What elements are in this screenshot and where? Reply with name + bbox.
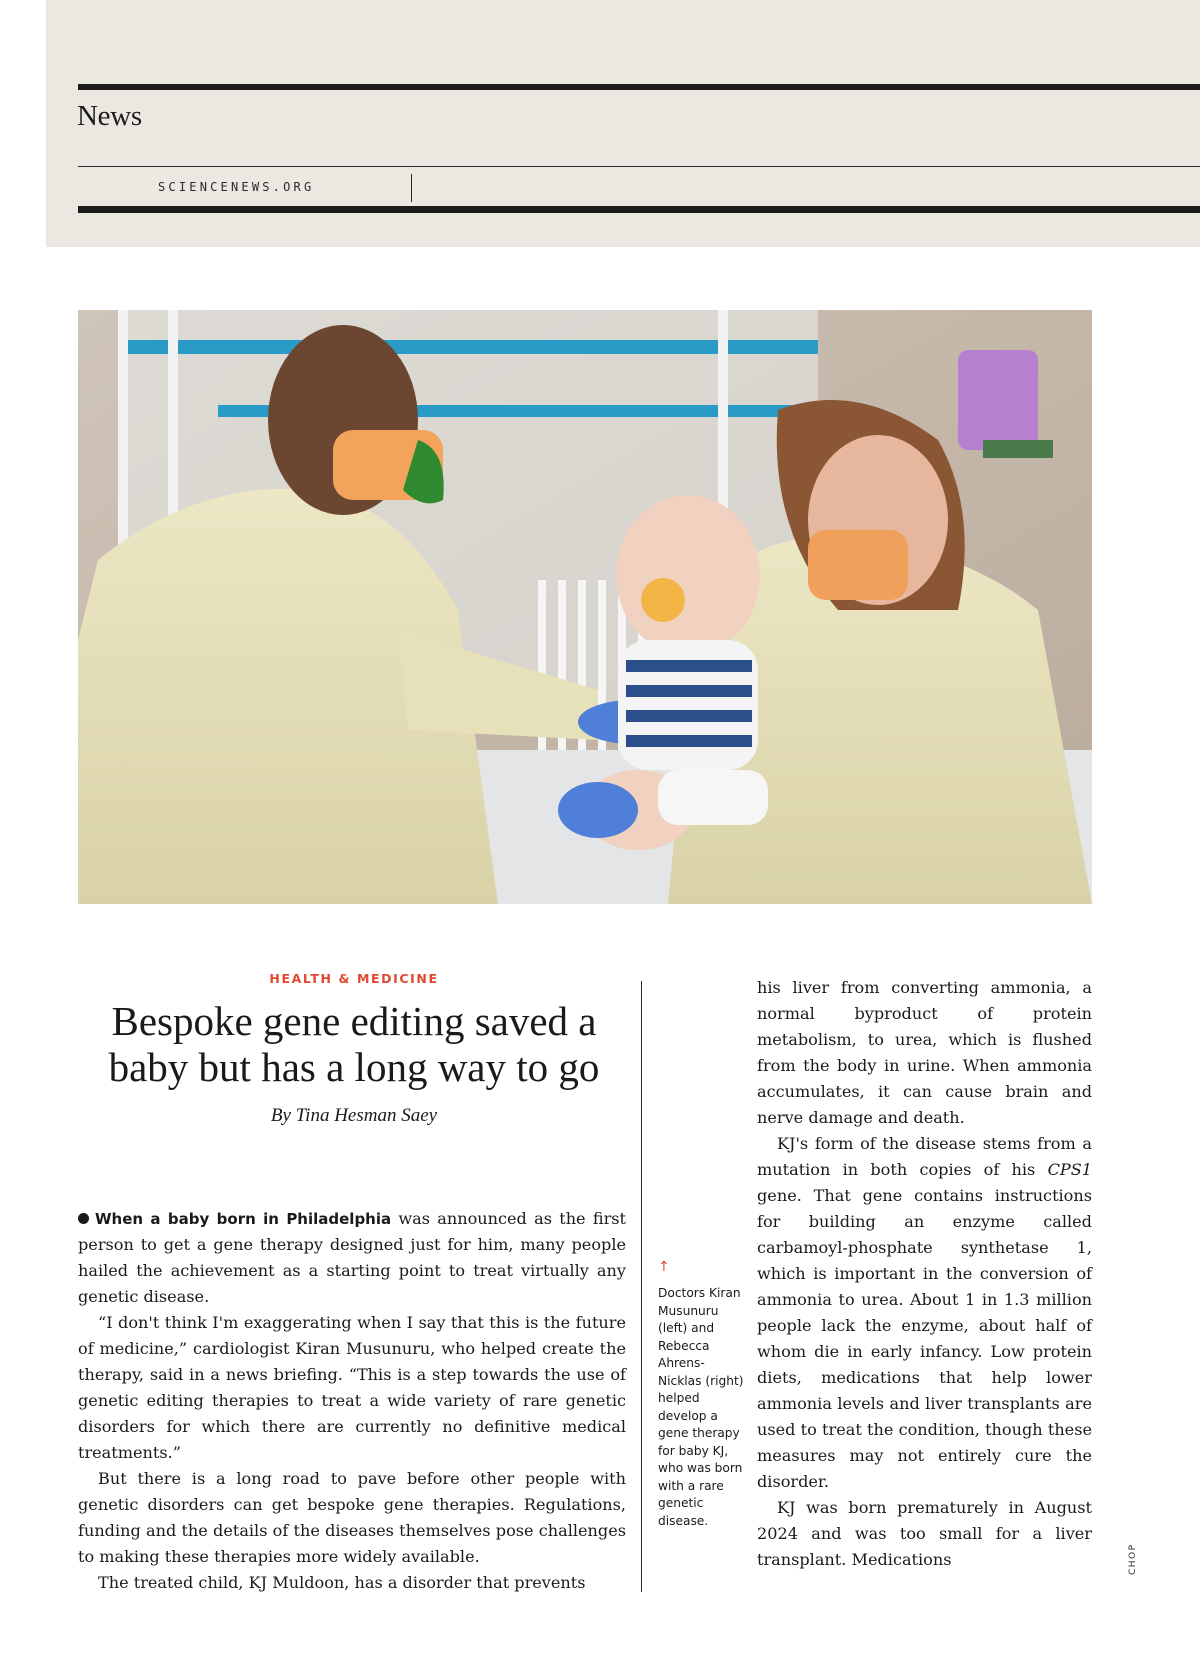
photo-credit: CHOP (1128, 1543, 1138, 1575)
lead-in: When a baby born in Philadelphia (95, 1210, 392, 1228)
article-photo (78, 310, 1092, 904)
paragraph-6-text-a: KJ's form of the disease stems from a mutation in both copies of his (757, 1134, 1092, 1179)
paragraph-6-text-b: gene. That gene contains instructions for building an enzyme called carbamoyl-phosphate synthetase 1, which is important in the conversion of ammonia to urea. About 1 in 1.3 million people lack the enzyme, about half of whom die in early infancy. Low protein diets, medications that help lower ammonia levels and liver transplants are used to treat the condition, though these measures may not entirely cure the disorder. (757, 1186, 1092, 1491)
header-rule-bottom (78, 206, 1200, 213)
photo-doctors-with-baby-icon (78, 310, 1092, 904)
arrow-up-icon: ↑ (658, 1259, 670, 1275)
paragraph-4: The treated child, KJ Muldoon, has a disorder that prevents (98, 1573, 586, 1592)
site-url[interactable]: SCIENCENEWS.ORG (158, 180, 315, 194)
header-rule-top (78, 84, 1200, 90)
headline (78, 998, 630, 1090)
paragraph-3: But there is a long road to pave before other people with genetic disorders can get bespoke gene therapies. Regulations, funding and the details of the diseases themselves pose challenges to making these therapies more widely available. (78, 1469, 626, 1566)
column-divider (641, 981, 642, 1592)
section-title[interactable]: News (77, 100, 142, 132)
paragraph-1-text: was announced as the first person to get a gene therapy designed just for him, many people hailed the achievement as a starting point to treat virtually any genetic disease. (78, 1209, 626, 1306)
paragraph-6 (757, 1131, 1092, 1495)
header-rule-thin (78, 166, 1200, 167)
photo-caption: Doctors Kiran Musunuru (left) and Rebecca Ahrens-Nicklas (right) helped develop a gene therapy for baby KJ, who was born with a rare genetic disease. (658, 1286, 744, 1528)
body-column-1 (78, 1206, 626, 1596)
byline: By Tina Hesman Saey (270, 1105, 438, 1126)
category-label[interactable]: HEALTH & MEDICINE (269, 971, 439, 986)
paragraph-2: “I don't think I'm exaggerating when I say that this is the future of medicine,” cardiologist Kiran Musunuru, who helped create the therapy, said in a news briefing. “This is a step towards the use of genetic editing therapies to treat a wide variety of rare genetic disorders for which there are currently no definitive medical treatments.” (78, 1313, 626, 1462)
header-divider (411, 174, 412, 202)
body-column-2 (757, 975, 1092, 1573)
bullet-icon (78, 1213, 89, 1224)
headline-line-1: Bespoke gene editing saved a (111, 998, 597, 1044)
paragraph-5: his liver from converting ammonia, a normal byproduct of protein metabolism, to urea, which is flushed from the body in urine. When ammonia accumulates, it can cause brain and nerve damage and death. (757, 978, 1092, 1127)
paragraph-7: KJ was born prematurely in August 2024 and was too small for a liver transplant. Medications (757, 1498, 1092, 1569)
gene-name: CPS1 (1047, 1160, 1092, 1179)
paragraph-1 (78, 1206, 626, 1310)
headline-line-2: baby but has a long way to go (108, 1044, 600, 1090)
